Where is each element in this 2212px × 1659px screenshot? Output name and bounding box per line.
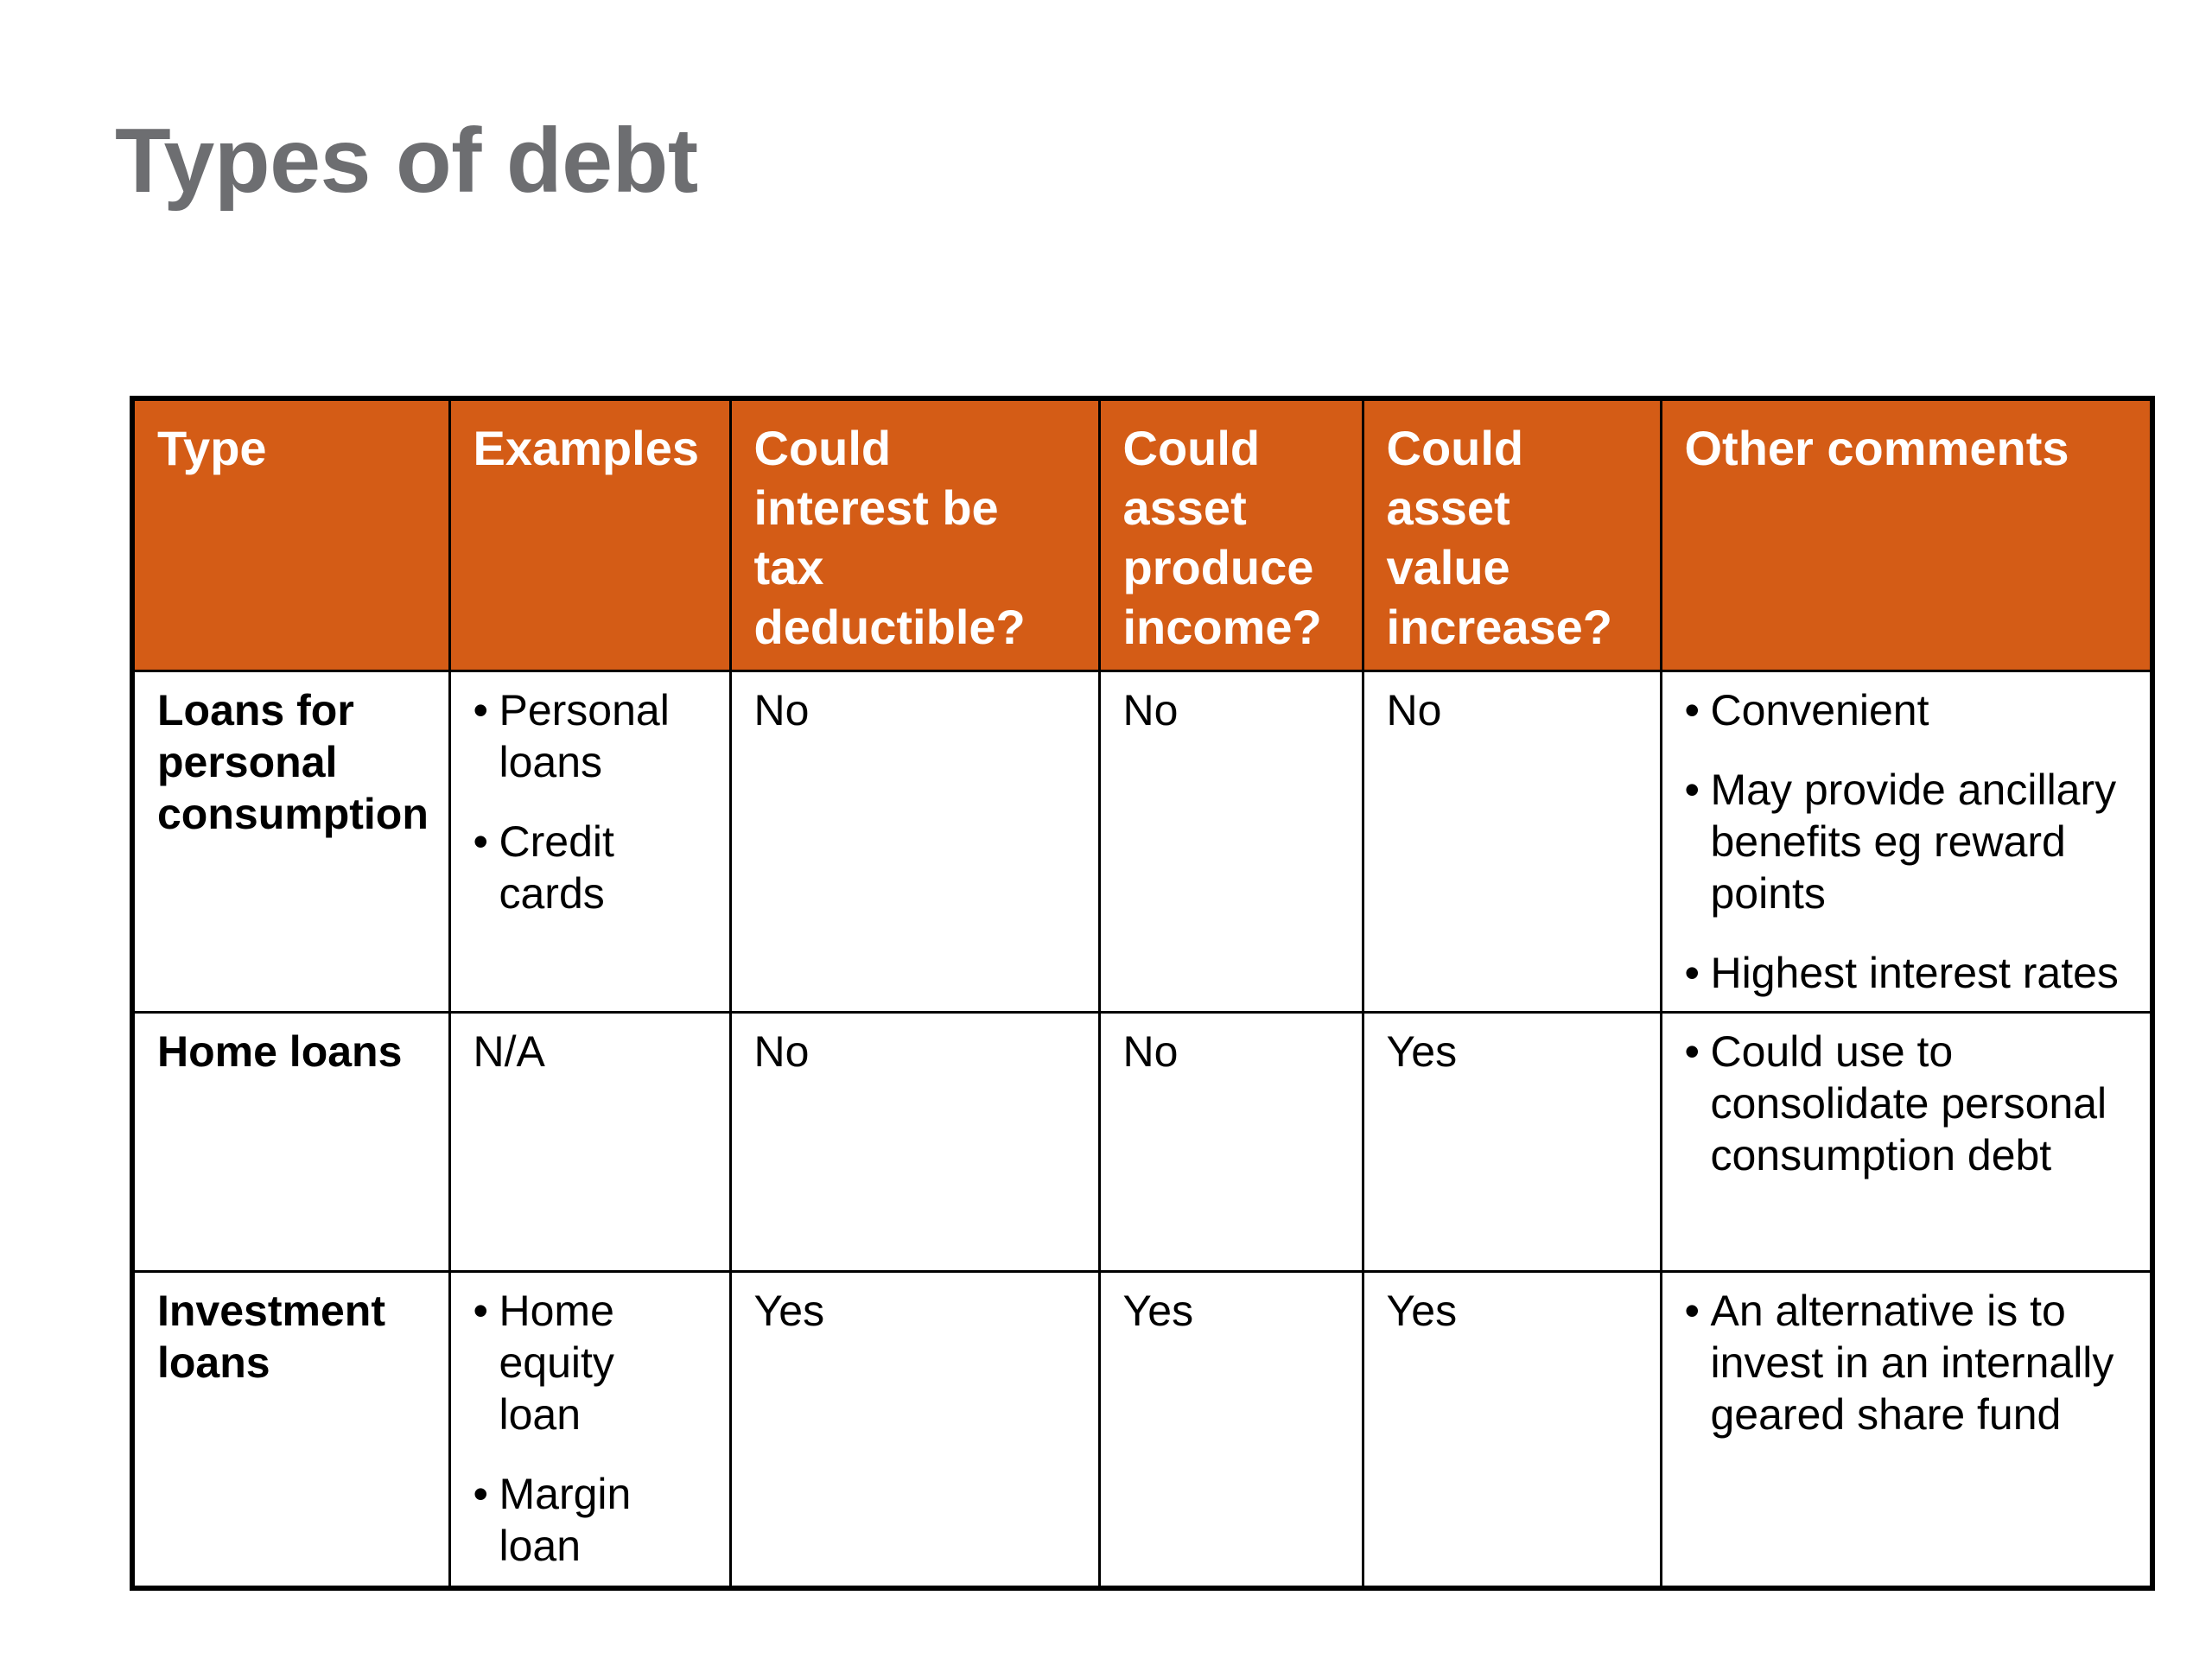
list-item: • Margin loan [473,1470,632,1570]
table-row [132,671,2152,1013]
comments-cell [1661,671,2152,1013]
bullet-icon: • [473,817,489,866]
table-header-row [132,398,2152,671]
list-item: • Home equity loan [473,1287,614,1439]
examples-list [474,684,707,919]
comments-list [1685,1285,2128,1440]
produce-income-cell: No [1099,1013,1363,1272]
type-cell: Investment loans [132,1272,449,1589]
list-item: • Convenient [1684,686,1929,734]
examples-cell: N/A [449,1013,730,1272]
header-produce-income: Could asset produce income? [1099,398,1363,671]
list-item: • Could use to consolidate personal consumption debt [1684,1027,2107,1179]
list-item: • An alternative is to invest in an internally geared share fund [1684,1287,2114,1439]
list-item: • Personal loans [473,686,670,786]
bullet-icon: • [1684,686,1700,734]
slide-title: Types of debt [115,110,698,212]
bullet-icon: • [473,686,489,734]
value-increase-cell: Yes [1363,1272,1661,1589]
bullet-icon: • [473,1287,489,1335]
list-item: • May provide ancillary benefits eg reward points [1684,766,2117,918]
value-increase-cell: Yes [1363,1013,1661,1272]
header-type: Type [132,398,449,671]
list-item: • Highest interest rates [1684,949,2119,997]
comments-cell [1661,1272,2152,1589]
tax-deductible-cell: No [730,671,1099,1013]
header-other-comments: Other comments [1661,398,2152,671]
bullet-icon: • [1684,1027,1700,1076]
list-item: • Credit cards [473,817,614,918]
debt-types-table [130,396,2155,1591]
tax-deductible-cell: Yes [730,1272,1099,1589]
value-increase-cell: No [1363,671,1661,1013]
comments-list [1685,1026,2128,1181]
examples-cell [449,1272,730,1589]
tax-deductible-cell: No [730,1013,1099,1272]
comments-list [1685,684,2128,999]
type-cell: Loans for personal consumption [132,671,449,1013]
bullet-icon: • [1684,1287,1700,1335]
table-row [132,1013,2152,1272]
header-tax-deductible: Could interest be tax deductible? [730,398,1099,671]
table-row [132,1272,2152,1589]
header-value-increase: Could asset value increase? [1363,398,1661,671]
bullet-icon: • [1684,949,1700,997]
produce-income-cell: Yes [1099,1272,1363,1589]
type-cell: Home loans [132,1013,449,1272]
produce-income-cell: No [1099,671,1363,1013]
header-examples: Examples [449,398,730,671]
comments-cell [1661,1013,2152,1272]
examples-list [474,1285,707,1572]
bullet-icon: • [473,1470,489,1518]
examples-cell [449,671,730,1013]
bullet-icon: • [1684,766,1700,814]
